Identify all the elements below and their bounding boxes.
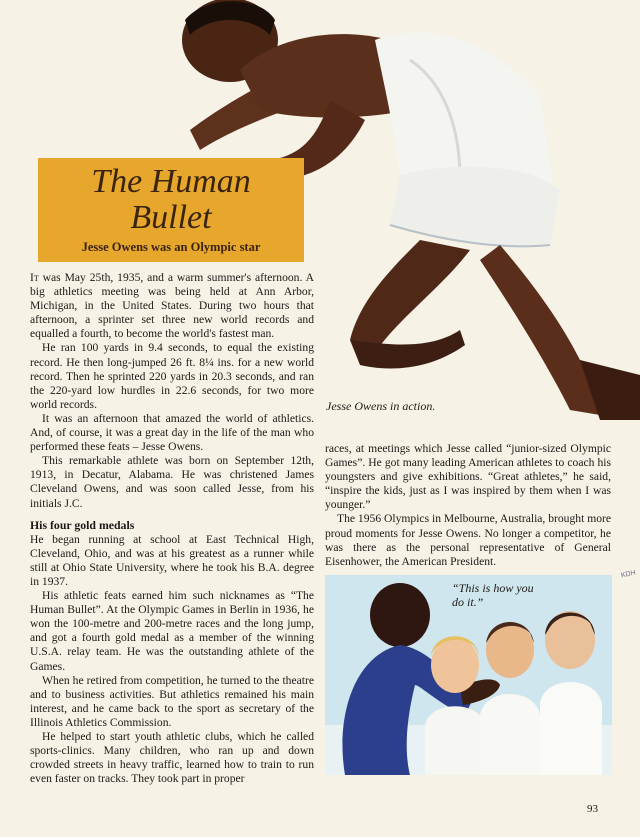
- right-column: [325, 442, 611, 569]
- paragraph: The 1956 Olympics in Melbourne, Australia, brought more proud moments for Jesse Owens. No longer a competitor, he was there as the personal representative of General Eisenhower, the American President.: [325, 512, 612, 568]
- image-caption: Jesse Owens in action.: [326, 399, 436, 413]
- page-number: 93: [587, 803, 598, 815]
- paragraph: races, at meetings which Jesse called “junior-sized Olympic Games”. He got many leading American athletes to coach his youngsters and give exhibitions. “Great athletes,” he said, “inspire the kids, just as I was inspired by them when I was younger.”: [325, 442, 611, 512]
- title-box: [38, 158, 304, 262]
- paragraph: It was an afternoon that amazed the world of athletics. And, of course, it was a great day in the life of the man who performed these feats – Jesse Owens.: [30, 411, 314, 454]
- left-column: [30, 271, 314, 786]
- paragraph: It was May 25th, 1935, and a warm summer's afternoon. A big athletics meeting was being held at Ann Arbor, Michigan, in the United States. During two hours that afternoon, a sprinter set three new world records and equalled a fourth, to become the world's fastest man.: [30, 271, 314, 341]
- paragraph: He helped to start youth athletic clubs, which he called sports-clinics. Many children, who ran up and down crowded streets in heavy traffic, learned how to train to run even faster on tracks. They took part in proper: [30, 730, 314, 786]
- article-title-line-1: The Human: [91, 163, 251, 200]
- paragraph: When he retired from competition, he turned to the theatre and to business activities. But athletics remained his main interest, and he came back to the sport as secretary of the Illinois Athletics Commission.: [30, 673, 314, 729]
- article-subtitle: Jesse Owens was an Olympic star: [81, 240, 261, 254]
- section-heading: His four gold medals: [30, 517, 135, 532]
- article-title-line-2: Bullet: [130, 199, 212, 236]
- paragraph: He began running at school at East Technical High, Cleveland, Ohio, and was at his greatest as a runner while still at Ohio State University, where he took his B.A. degree in 1937.: [30, 532, 314, 588]
- paragraph: His athletic feats earned him such nicknames as “The Human Bullet”. At the Olympic Games in Berlin in 1936, he won the 100-metre and 200-metre races and the long jump, and got a fourth gold medal as a member of the winning U.S.A. relay team. He was the outstanding athlete of the Games.: [30, 589, 314, 673]
- speech-caption: “This is how you do it.”: [452, 581, 534, 609]
- paragraph: This remarkable athlete was born on September 12th, 1913, in Decatur, Alabama. He was christened James Cleveland Owens, and was soon called Jesse, from his initials J.C.: [30, 454, 314, 510]
- margin-note: KDH: [620, 569, 637, 580]
- paragraph: He ran 100 yards in 9.4 seconds, to equal the existing record. He then long-jumped 26 ft. 8¼ ins. for a new world record. Then he sprinted 220 yards in 20.3 seconds, and ran the 220-yard low hurdles in 22.6 seconds, for two more world records.: [30, 341, 314, 411]
- dropcap: It: [30, 271, 39, 284]
